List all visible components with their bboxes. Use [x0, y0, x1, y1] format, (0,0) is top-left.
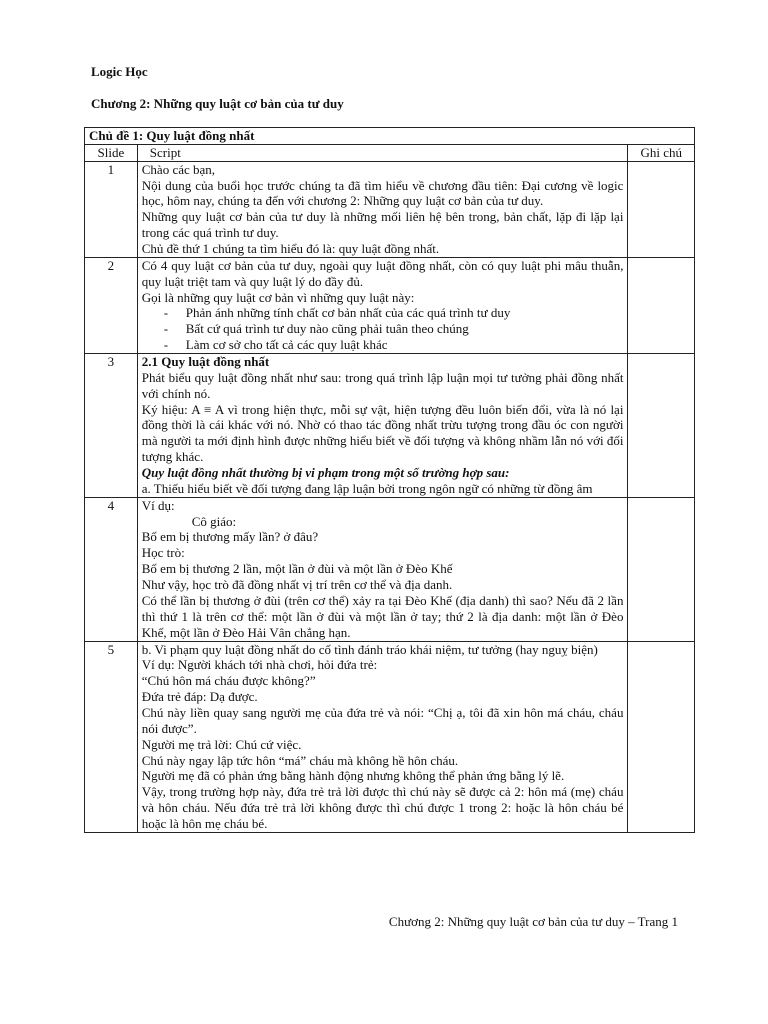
script-paragraph: Có 4 quy luật cơ bản của tư duy, ngoài quy luật đồng nhất, còn có quy luật phi mâu thuẫn, quy luật triệt tam và quy luật lý do đầy đủ.: [141, 257, 624, 289]
bullet-list: [142, 305, 624, 353]
script-paragraph: Những quy luật cơ bản của tư duy là những mối liên hệ bên trong, bản chất, lặp đi lặp lại trong các quá trình tư duy.: [141, 209, 624, 241]
document-title: Logic Học: [91, 64, 148, 79]
section-heading: 2.1 Quy luật đồng nhất: [141, 354, 270, 370]
script-paragraph: Người mẹ đã có phản ứng bằng hành động nhưng không thể phản ứng bằng lý lẽ.: [141, 768, 565, 784]
script-paragraph: Ví dụ: Người khách tới nhà chơi, hỏi đứa trẻ:: [141, 657, 378, 673]
table-row: [85, 641, 695, 832]
table-row: [85, 497, 695, 641]
slide-number: 5: [85, 641, 138, 832]
header-row: [85, 144, 695, 161]
header-notes: Ghi chú: [628, 144, 695, 161]
script-paragraph: Như vậy, học trò đã đồng nhất vị trí trên cơ thể và địa danh.: [141, 577, 453, 593]
script-paragraph: Bố em bị thương 2 lần, một lần ở đùi và một lần ở Đèo Khế: [141, 561, 453, 577]
slide-number: 3: [85, 354, 138, 498]
script-cell: [137, 497, 628, 641]
script-paragraph: Chú này ngay lập tức hôn “má” cháu mà không hề hôn cháu.: [141, 752, 459, 768]
script-paragraph: Đứa trẻ đáp: Dạ được.: [141, 689, 258, 705]
table-row: [85, 161, 695, 257]
script-cell: [137, 354, 628, 498]
script-paragraph: Chào các bạn,: [141, 161, 216, 177]
script-paragraph: “Chú hôn má cháu được không?”: [141, 673, 316, 689]
script-paragraph: Có thể lần bị thương ở đùi (trên cơ thể) xảy ra tại Đèo Khế (địa danh) thì sao? Nếu đã 2 lần thì thứ 1 là trên cơ thể: một lần ở đùi và một lần ở tay; thứ 2 là địa danh: một lần ở Đèo Khế, một lần ở Đèo Hải Vân chẳng hạn.: [141, 592, 624, 640]
script-paragraph: Bố em bị thương mấy lần? ở đâu?: [141, 529, 319, 545]
script-paragraph: Nội dung của buổi học trước chúng ta đã tìm hiểu về chương đầu tiên: Đại cương về logic học, hôm nay, chúng ta đến với chương 2: Những quy luật cơ bản của tư duy.: [141, 177, 624, 209]
page-footer: Chương 2: Những quy luật cơ bản của tư duy – Trang 1: [388, 914, 678, 929]
list-item: - Bất cứ quá trình tư duy nào cũng phải tuân theo chúng: [164, 321, 624, 337]
script-cell: [137, 257, 628, 353]
topic-row: [85, 128, 695, 145]
slide-number: 4: [85, 497, 138, 641]
notes-cell: [628, 497, 695, 641]
script-paragraph: a. Thiếu hiểu biết về đối tượng đang lập luận bởi trong ngôn ngữ có những từ đồng âm: [141, 480, 593, 496]
script-paragraph: Học trò:: [141, 545, 185, 561]
script-paragraph: Ví dụ:: [141, 497, 175, 513]
notes-cell: [628, 161, 695, 257]
notes-cell: [628, 257, 695, 353]
script-paragraph: Chú này liền quay sang người mẹ của đứa trẻ và nói: “Chị ạ, tôi đã xin hôn má cháu, cháu nói được”.: [141, 704, 624, 736]
chapter-heading: Chương 2: Những quy luật cơ bản của tư duy: [91, 96, 344, 111]
slide-number: 2: [85, 257, 138, 353]
script-paragraph: Chủ đề thứ 1 chúng ta tìm hiểu đó là: quy luật đồng nhất.: [141, 241, 440, 257]
topic-title: Chủ đề 1: Quy luật đồng nhất: [85, 128, 695, 145]
script-paragraph: Người mẹ trả lời: Chú cứ việc.: [141, 736, 302, 752]
table-row: [85, 354, 695, 498]
table-row: [85, 257, 695, 353]
script-cell: [137, 161, 628, 257]
notes-cell: [628, 641, 695, 832]
script-table: [84, 127, 695, 833]
slide-number: 1: [85, 161, 138, 257]
list-item: - Làm cơ sở cho tất cả các quy luật khác: [164, 337, 624, 353]
header-slide: Slide: [85, 144, 138, 161]
notes-cell: [628, 354, 695, 498]
script-paragraph: Vậy, trong trường hợp này, đứa trẻ trả lời được thì chú này sẽ được cả 2: hôn má (mẹ) cháu và hôn cháu. Nếu đứa trẻ trả lời không được thì chú được 1 trong 2: hoặc là hôn cháu bé hoặc là hôn mẹ cháu bé.: [141, 784, 624, 831]
script-paragraph: Phát biểu quy luật đồng nhất như sau: trong quá trình lập luận mọi tư tưởng phải đồng nhất với chính nó.: [141, 369, 624, 401]
script-cell: [137, 641, 628, 832]
script-paragraph: Ký hiệu: A ≡ A vì trong hiện thực, mỗi sự vật, hiện tượng đều luôn biến đổi, vừa là nó lại đồng thời là cái khác với nó. Nhờ có thao tác đồng nhất trừu tượng trong đầu óc con người mà người ta mới định hình được những hiểu biết về đối tượng và không nhầm lẫn nó với đối tượng khác.: [141, 401, 624, 465]
script-paragraph: Gọi là những quy luật cơ bản vì những quy luật này:: [141, 289, 415, 305]
script-paragraph: b. Vi phạm quy luật đồng nhất do cố tình đánh tráo khái niệm, tư tưởng (hay nguỵ biện): [141, 641, 598, 657]
header-script: Script: [137, 144, 628, 161]
list-item: - Phản ánh những tính chất cơ bản nhất của các quá trình tư duy: [164, 305, 624, 321]
script-paragraph: Cô giáo:: [191, 513, 237, 529]
emphasis-line: Quy luật đồng nhất thường bị vi phạm trong một số trường hợp sau:: [141, 465, 510, 481]
